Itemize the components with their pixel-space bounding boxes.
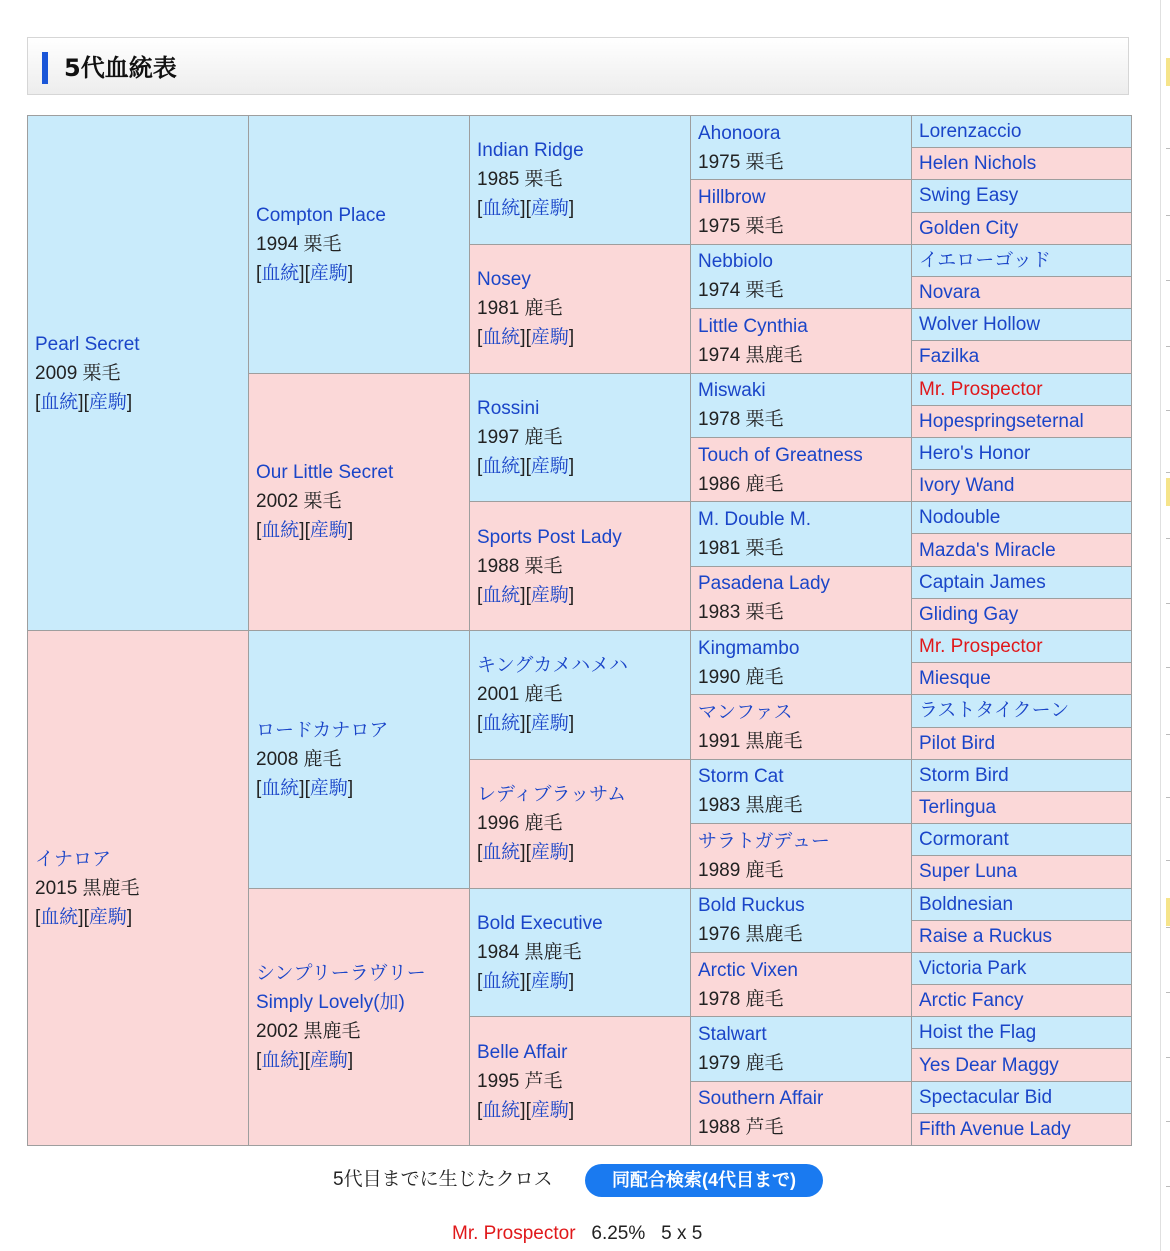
gen3-cell [470, 373, 691, 502]
scroll-tick [1166, 603, 1170, 604]
pedigree-link[interactable]: 血統 [261, 262, 300, 284]
horse-name-link[interactable]: Ivory Wand [919, 475, 1015, 497]
progeny-link[interactable]: 産駒 [530, 455, 569, 477]
horse-name-link[interactable]: Ahonoora [698, 122, 781, 144]
horse-name-link[interactable]: Storm Cat [698, 766, 784, 788]
progeny-link[interactable]: 産駒 [530, 584, 569, 606]
gen2-cell [249, 888, 470, 1146]
horse-name-link[interactable]: Sports Post Lady [477, 526, 622, 548]
horse-year-color: 1974 栗毛 [698, 280, 784, 302]
pedigree-link[interactable]: 血統 [482, 584, 521, 606]
horse-name-link[interactable]: Lorenzaccio [919, 121, 1022, 143]
progeny-link[interactable]: 産駒 [530, 1099, 569, 1121]
horse-name-link[interactable]: Nodouble [919, 507, 1001, 529]
gen5-cell [912, 631, 1132, 663]
gen5-cell [912, 952, 1132, 984]
gen4-cell [691, 566, 912, 630]
horse-name-link[interactable]: Spectacular Bid [919, 1086, 1053, 1108]
scroll-tick [1166, 992, 1170, 993]
horse-name-link[interactable]: Fifth Avenue Lady [919, 1118, 1071, 1140]
horse-name-link[interactable]: Wolver Hollow [919, 314, 1041, 336]
horse-name-link[interactable]: M. Double M. [698, 508, 811, 530]
horse-name-link[interactable]: Miesque [919, 668, 991, 690]
scroll-tick [1166, 410, 1170, 411]
scroll-tick [1166, 538, 1170, 539]
pedigree-link[interactable]: 血統 [482, 455, 521, 477]
gen4-cell [691, 502, 912, 566]
gen5-cell [912, 212, 1132, 244]
pedigree-link[interactable]: 血統 [261, 777, 300, 799]
horse-year-color: 2008 鹿毛 [256, 748, 342, 770]
horse-year-color: 1995 芦毛 [477, 1070, 563, 1092]
horse-name-link[interactable]: Terlingua [919, 797, 997, 819]
horse-name-link[interactable]: Rossini [477, 397, 540, 419]
gen3-cell [470, 759, 691, 888]
horse-name-link[interactable]: Swing Easy [919, 185, 1019, 207]
scroll-tick [1166, 927, 1170, 928]
pedigree-link[interactable]: 血統 [261, 1049, 300, 1071]
horse-year-color: 2009 栗毛 [35, 362, 121, 384]
gen4-cell [691, 888, 912, 952]
horse-name-link[interactable]: Bold Ruckus [698, 895, 805, 917]
scroll-tick [1166, 860, 1170, 861]
horse-year-color: 1975 栗毛 [698, 216, 784, 238]
pedigree-row [28, 116, 1132, 148]
horse-name-link[interactable]: Super Luna [919, 861, 1018, 883]
horse-name-link[interactable]: シンプリーラヴリー [256, 962, 426, 984]
horse-year-color: 1981 栗毛 [698, 537, 784, 559]
gen4-cell [691, 1081, 912, 1145]
gen5-cell [912, 791, 1132, 823]
pedigree-link[interactable]: 血統 [40, 391, 79, 413]
horse-year-color: 1996 鹿毛 [477, 813, 563, 835]
scroll-tick [1166, 1121, 1170, 1122]
horse-year-color: 1984 黒鹿毛 [477, 941, 582, 963]
scroll-marker [1166, 898, 1170, 926]
gen5-cell [912, 663, 1132, 695]
gen5-cell [912, 373, 1132, 405]
cross-label: 5代目までに生じたクロス [333, 1169, 553, 1190]
horse-links: [血統][産駒] [477, 455, 575, 477]
scroll-tick [1166, 346, 1170, 347]
gen4-cell [691, 116, 912, 180]
gen1-cell [28, 631, 249, 1146]
scroll-tick [1166, 1057, 1170, 1058]
gen3-cell [470, 502, 691, 631]
horse-year-color: 1989 鹿毛 [698, 859, 784, 881]
gen5-cell [912, 695, 1132, 727]
horse-name-link[interactable]: Arctic Vixen [698, 959, 798, 981]
gen5-cell [912, 148, 1132, 180]
gen5-cell [912, 824, 1132, 856]
horse-name-link[interactable]: Arctic Fancy [919, 990, 1024, 1012]
scroll-tick [1166, 280, 1170, 281]
gen2-cell [249, 631, 470, 889]
scroll-tick [1166, 797, 1170, 798]
horse-year-color: 1978 鹿毛 [698, 988, 784, 1010]
cross-horse-link[interactable]: Mr. Prospector [452, 1223, 576, 1244]
horse-name-link[interactable]: Pearl Secret [35, 333, 140, 355]
gen4-cell [691, 309, 912, 373]
scroll-marker [1166, 478, 1170, 506]
scrollbar-track[interactable] [1160, 0, 1161, 1251]
horse-name-link[interactable]: Hoist the Flag [919, 1022, 1037, 1044]
gen5-cell [912, 437, 1132, 469]
gen5-cell [912, 1049, 1132, 1081]
horse-links: [血統][産駒] [477, 970, 575, 992]
horse-year-color: 1983 黒鹿毛 [698, 795, 803, 817]
horse-name-link[interactable]: Cormorant [919, 829, 1009, 851]
gen5-cell [912, 566, 1132, 598]
horse-name-link[interactable]: ロードカナロア [256, 719, 389, 741]
horse-name-link[interactable]: Southern Affair [698, 1088, 824, 1110]
gen3-cell [470, 1017, 691, 1146]
horse-name-link[interactable]: Golden City [919, 217, 1019, 239]
horse-year-color: 1983 栗毛 [698, 602, 784, 624]
pedigree-link[interactable]: 血統 [261, 520, 300, 542]
gen4-cell [691, 373, 912, 437]
horse-links: [血統][産駒] [477, 584, 575, 606]
scroll-tick [1166, 472, 1170, 473]
horse-name-link[interactable]: イエローゴッド [919, 249, 1051, 271]
scroll-tick [1166, 148, 1170, 149]
horse-name-link[interactable]: Mazda's Miracle [919, 539, 1056, 561]
gen5-cell [912, 405, 1132, 437]
horse-name-link[interactable]: Stalwart [698, 1023, 767, 1045]
gen5-cell [912, 727, 1132, 759]
horse-name-link[interactable]: Mr. Prospector [919, 636, 1043, 658]
horse-links: [血統][産駒] [256, 1049, 354, 1071]
gen4-cell [691, 824, 912, 888]
horse-year-color: 1994 栗毛 [256, 233, 342, 255]
gen5-cell [912, 1081, 1132, 1113]
gen4-cell [691, 759, 912, 823]
horse-year-color: 1981 鹿毛 [477, 298, 563, 320]
progeny-link[interactable]: 産駒 [309, 1049, 348, 1071]
pedigree-table [27, 115, 1132, 1146]
horse-name-link[interactable]: Yes Dear Maggy [919, 1054, 1059, 1076]
gen1-cell [28, 116, 249, 631]
horse-name-link[interactable]: Nebbiolo [698, 251, 773, 273]
progeny-link[interactable]: 産駒 [530, 842, 569, 864]
horse-name-link[interactable]: Novara [919, 282, 981, 304]
horse-links: [血統][産駒] [35, 906, 133, 928]
progeny-link[interactable]: 産駒 [309, 262, 348, 284]
horse-name-link[interactable]: レディブラッサム [477, 784, 627, 806]
horse-links: [血統][産駒] [256, 520, 354, 542]
gen5-cell [912, 985, 1132, 1017]
horse-year-color: 2002 黒鹿毛 [256, 1020, 361, 1042]
gen5-cell [912, 341, 1132, 373]
scroll-tick [1166, 1186, 1170, 1187]
horse-name-link[interactable]: Pasadena Lady [698, 573, 831, 595]
horse-name-link[interactable]: サラトガデュー [698, 830, 830, 852]
horse-name-link[interactable]: マンファス [698, 702, 793, 724]
gen3-cell [470, 244, 691, 373]
same-mating-search-button[interactable]: 同配合検索(4代目まで) [585, 1164, 823, 1197]
horse-name-link[interactable]: Victoria Park [919, 957, 1027, 979]
gen4-cell [691, 1017, 912, 1081]
horse-name-link[interactable]: Storm Bird [919, 764, 1009, 786]
horse-year-color: 2001 鹿毛 [477, 684, 563, 706]
horse-name-link[interactable]: Helen Nichols [919, 153, 1037, 175]
horse-links: [血統][産駒] [477, 713, 575, 735]
horse-year-color: 1997 鹿毛 [477, 426, 563, 448]
gen4-cell [691, 437, 912, 501]
gen5-cell [912, 276, 1132, 308]
gen4-cell [691, 244, 912, 308]
gen3-cell [470, 631, 691, 760]
horse-year-color: 1990 鹿毛 [698, 666, 784, 688]
horse-name-link[interactable]: ラストタイクーン [919, 700, 1070, 722]
pedigree-row [28, 631, 1132, 663]
horse-name-link[interactable]: Belle Affair [477, 1041, 568, 1063]
progeny-link[interactable]: 産駒 [309, 520, 348, 542]
horse-name-link[interactable]: Little Cynthia [698, 315, 808, 337]
gen3-cell [470, 116, 691, 245]
gen5-cell [912, 920, 1132, 952]
horse-alt-name-link[interactable]: Simply Lovely(加) [256, 991, 405, 1013]
scroll-tick [1166, 734, 1170, 735]
horse-year-color: 1985 栗毛 [477, 169, 563, 191]
progeny-link[interactable]: 産駒 [530, 713, 569, 735]
progeny-link[interactable]: 産駒 [530, 198, 569, 220]
horse-year-color: 1988 栗毛 [477, 555, 563, 577]
gen5-cell [912, 534, 1132, 566]
horse-links: [血統][産駒] [35, 391, 133, 413]
horse-name-link[interactable]: Nosey [477, 269, 531, 291]
cross-generation: 5 x 5 [661, 1223, 703, 1244]
horse-year-color: 1979 鹿毛 [698, 1052, 784, 1074]
horse-name-link[interactable]: Indian Ridge [477, 140, 584, 162]
progeny-link[interactable]: 産駒 [530, 970, 569, 992]
horse-links: [血統][産駒] [256, 777, 354, 799]
gen4-cell [691, 631, 912, 695]
gen2-cell [249, 116, 470, 374]
horse-name-link[interactable]: Fazilka [919, 346, 980, 368]
pedigree-link[interactable]: 血統 [482, 1099, 521, 1121]
gen5-cell [912, 856, 1132, 888]
horse-name-link[interactable]: Raise a Ruckus [919, 925, 1053, 947]
scroll-tick [1166, 667, 1170, 668]
horse-year-color: 1986 鹿毛 [698, 473, 784, 495]
gen5-cell [912, 502, 1132, 534]
horse-name-link[interactable]: Captain James [919, 571, 1046, 593]
cross-percentage: 6.25% [591, 1223, 646, 1244]
progeny-link[interactable]: 産駒 [530, 327, 569, 349]
section-header [27, 37, 1129, 95]
progeny-link[interactable]: 産駒 [88, 906, 127, 928]
gen5-cell [912, 888, 1132, 920]
horse-name-link[interactable]: Our Little Secret [256, 462, 394, 484]
section-title: 5代血統表 [64, 54, 177, 82]
progeny-link[interactable]: 産駒 [309, 777, 348, 799]
horse-name-link[interactable]: Gliding Gay [919, 603, 1019, 625]
gen4-cell [691, 952, 912, 1016]
pedigree-link[interactable]: 血統 [482, 970, 521, 992]
gen5-cell [912, 1113, 1132, 1145]
header-accent-bar [42, 52, 48, 84]
scroll-marker [1166, 58, 1170, 86]
horse-year-color: 1978 栗毛 [698, 409, 784, 431]
horse-name-link[interactable]: Mr. Prospector [919, 378, 1043, 400]
horse-name-link[interactable]: Hillbrow [698, 187, 766, 209]
gen5-cell [912, 116, 1132, 148]
gen5-cell [912, 244, 1132, 276]
horse-year-color: 1975 栗毛 [698, 151, 784, 173]
gen4-cell [691, 180, 912, 244]
horse-name-link[interactable]: Hopespringseternal [919, 410, 1084, 432]
horse-links: [血統][産駒] [477, 1099, 575, 1121]
horse-name-link[interactable]: Pilot Bird [919, 732, 996, 754]
horse-links: [血統][産駒] [477, 327, 575, 349]
pedigree-link[interactable]: 血統 [40, 906, 79, 928]
horse-year-color: 1991 黒鹿毛 [698, 731, 803, 753]
horse-name-link[interactable]: Compton Place [256, 204, 386, 226]
gen5-cell [912, 1017, 1132, 1049]
horse-year-color: 1988 芦毛 [698, 1117, 784, 1139]
horse-links: [血統][産駒] [477, 842, 575, 864]
horse-name-link[interactable]: Kingmambo [698, 637, 800, 659]
gen4-cell [691, 695, 912, 759]
horse-links: [血統][産駒] [477, 198, 575, 220]
horse-name-link[interactable]: Boldnesian [919, 893, 1014, 915]
pedigree-link[interactable]: 血統 [482, 842, 521, 864]
horse-name-link[interactable]: Miswaki [698, 380, 766, 402]
horse-year-color: 1974 黒鹿毛 [698, 344, 803, 366]
gen5-cell [912, 309, 1132, 341]
horse-year-color: 2002 栗毛 [256, 491, 342, 513]
horse-links: [血統][産駒] [256, 262, 354, 284]
progeny-link[interactable]: 産駒 [88, 391, 127, 413]
gen2-cell [249, 373, 470, 631]
horse-year-color: 1976 黒鹿毛 [698, 924, 803, 946]
horse-name-link[interactable]: イナロア [35, 848, 112, 870]
pedigree-link[interactable]: 血統 [482, 327, 521, 349]
gen5-cell [912, 759, 1132, 791]
horse-name-link[interactable]: Touch of Greatness [698, 444, 863, 466]
horse-name-link[interactable]: Hero's Honor [919, 442, 1031, 464]
cross-result [452, 1220, 702, 1248]
gen3-cell [470, 888, 691, 1017]
gen5-cell [912, 470, 1132, 502]
horse-year-color: 2015 黒鹿毛 [35, 877, 140, 899]
pedigree-link[interactable]: 血統 [482, 198, 521, 220]
gen5-cell [912, 180, 1132, 212]
scroll-tick [1166, 215, 1170, 216]
gen5-cell [912, 598, 1132, 630]
pedigree-link[interactable]: 血統 [482, 713, 521, 735]
horse-name-link[interactable]: Bold Executive [477, 912, 603, 934]
horse-name-link[interactable]: キングカメハメハ [477, 655, 629, 677]
